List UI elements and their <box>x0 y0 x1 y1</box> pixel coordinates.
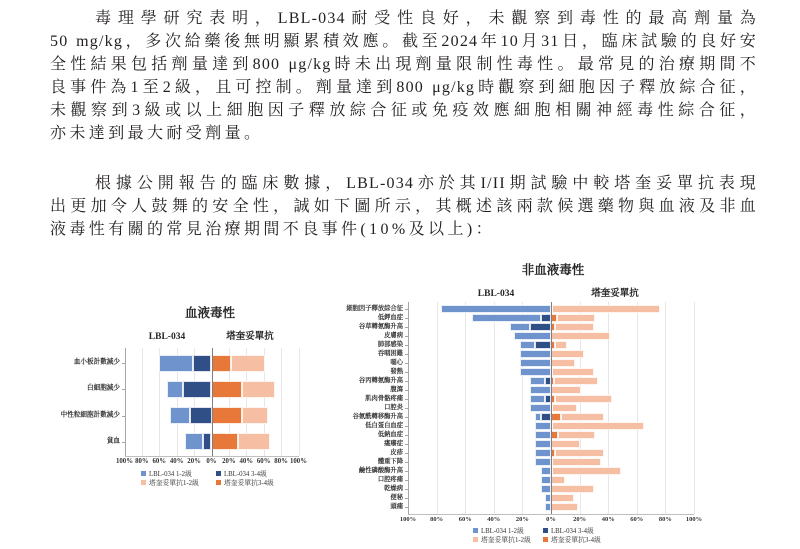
header-lbl-034: LBL-034 <box>148 332 186 342</box>
x-tick-label: 40% <box>487 516 501 523</box>
legend-label: 塔奎妥單抗1-2級 <box>481 537 531 544</box>
zero-line <box>212 348 213 456</box>
bar-talquetamab-grade-1-2 <box>551 485 594 493</box>
x-tick-label: 100% <box>399 516 417 523</box>
text-line: 根據公開報告的臨床數據，LBL-034亦於其I/II期試驗中較塔奎妥單抗表現 <box>95 175 757 192</box>
y-axis-line <box>408 302 409 514</box>
category-label: 便秘 <box>390 493 403 501</box>
bar-lbl-grade-3-4 <box>203 433 212 450</box>
x-tick-label: 100% <box>685 516 703 523</box>
category-label: 低鉀血症 <box>377 313 403 321</box>
y-tick-mark <box>405 507 408 508</box>
legend-swatch <box>141 471 146 476</box>
x-tick-label: 60% <box>256 458 271 465</box>
y-tick-mark <box>405 354 408 355</box>
y-tick-mark <box>405 399 408 400</box>
legend-item-talquetamab-grade-1-2 <box>141 480 199 488</box>
text-line: 50 mg/kg，多次給藥後無明顯累積效應。截至2024年10月31日，臨床試驗的良好安 <box>50 33 757 50</box>
chart-title: 血液毒性 <box>184 305 235 320</box>
legend-swatch <box>543 528 548 533</box>
bar-talquetamab-grade-1-2 <box>552 422 644 430</box>
bar-lbl-grade-1-2 <box>535 449 551 457</box>
bar-talquetamab-grade-1-2 <box>552 467 621 475</box>
x-tick-label: 80% <box>274 458 288 465</box>
text-line: 未觀察到3級或以上細胞因子釋放綜合征或免疫效應細胞相關神經毒性綜合征， <box>50 102 757 119</box>
bar-talquetamab-grade-1-2 <box>551 503 578 511</box>
header-lbl-034: LBL-034 <box>477 289 515 299</box>
legend-label: 塔奎妥單抗3-4級 <box>551 537 601 544</box>
y-tick-mark <box>405 345 408 346</box>
legend-label: 塔奎妥單抗1-2級 <box>149 480 199 487</box>
x-tick-label: 60% <box>458 516 472 523</box>
bar-talquetamab-grade-1-2 <box>555 395 612 403</box>
legend-swatch <box>141 480 146 485</box>
category-label: 低白蛋白血症 <box>365 421 403 429</box>
category-label: 吞咽困難 <box>377 349 403 357</box>
y-tick-mark <box>405 372 408 373</box>
legend-label: LBL-034 1-2級 <box>149 471 192 478</box>
bar-talquetamab-grade-1-2 <box>552 404 576 412</box>
bar-talquetamab-grade-3-4 <box>212 355 231 372</box>
bar-talquetamab-grade-1-2 <box>231 355 266 372</box>
bar-talquetamab-grade-1-2 <box>555 341 566 349</box>
legend-swatch <box>473 528 478 533</box>
x-tick-label: 100% <box>116 458 133 465</box>
y-tick-mark <box>405 336 408 337</box>
y-tick-mark <box>405 453 408 454</box>
category-label: 皮疹 <box>390 448 403 456</box>
category-label: 皮膚病 <box>384 331 403 339</box>
legend-item-lbl-grade-3-4 <box>543 528 594 536</box>
legend-item-lbl-grade-1-2 <box>141 471 192 479</box>
x-tick-label: 80% <box>658 516 672 523</box>
bar-lbl-grade-1-2 <box>185 433 202 450</box>
chart-hematologic-toxicity <box>55 300 305 492</box>
gridline <box>437 302 438 514</box>
y-tick-mark <box>405 489 408 490</box>
category-label: 血小板計數減少 <box>73 358 120 366</box>
y-tick-mark <box>405 435 408 436</box>
bar-lbl-grade-1-2 <box>541 476 551 484</box>
bar-lbl-grade-1-2 <box>520 359 551 367</box>
bar-lbl-grade-1-2 <box>520 341 536 349</box>
category-label: 細胞因子釋放綜合征 <box>346 304 403 312</box>
bar-talquetamab-grade-1-2 <box>551 359 575 367</box>
gridline <box>694 302 695 514</box>
bar-lbl-grade-1-2 <box>535 431 551 439</box>
text-line: 毒理學研究表明，LBL-034耐受性良好，未觀察到毒性的最高劑量為 <box>95 10 757 27</box>
legend-label: LBL-034 1-2級 <box>481 528 524 535</box>
legend-swatch <box>473 537 478 542</box>
bar-lbl-grade-1-2 <box>541 485 551 493</box>
bar-lbl-grade-3-4 <box>541 413 551 421</box>
gridline <box>142 348 143 456</box>
x-tick-label: 40% <box>169 458 184 465</box>
y-tick-mark <box>405 480 408 481</box>
y-tick-mark <box>405 363 408 364</box>
category-label: 體重下降 <box>377 457 403 465</box>
bar-lbl-grade-3-4 <box>541 314 551 322</box>
bar-talquetamab-grade-1-2 <box>552 368 593 376</box>
zero-line <box>551 302 552 514</box>
y-tick-mark <box>122 416 125 417</box>
x-tick-label: 40% <box>601 516 615 523</box>
gridline <box>299 348 300 456</box>
category-label: 谷氨酰轉移酶升高 <box>352 412 403 420</box>
x-tick-label: 20% <box>187 458 201 465</box>
bar-talquetamab-grade-1-2 <box>552 458 601 466</box>
category-label: 口腔疼痛 <box>377 475 403 483</box>
bar-talquetamab-grade-1-2 <box>551 440 580 448</box>
bar-talquetamab-grade-3-4 <box>212 381 242 398</box>
legend-label: LBL-034 3-4級 <box>551 528 594 535</box>
header-talquetamab: 塔奎妥單抗 <box>591 289 639 299</box>
bar-talquetamab-grade-1-2 <box>551 350 584 358</box>
y-tick-mark <box>405 309 408 310</box>
category-label: 頭痛 <box>390 502 403 510</box>
x-tick-label: 40% <box>239 458 254 465</box>
gridline <box>465 302 466 514</box>
gridline <box>494 302 495 514</box>
bar-talquetamab-grade-1-2 <box>551 386 581 394</box>
text-line: 良事件為1至2級，且可控制。劑量達到800 μg/kg時觀察到細胞因子釋放綜合征， <box>50 79 757 96</box>
bar-lbl-grade-3-4 <box>535 341 551 349</box>
bar-lbl-grade-1-2 <box>530 386 551 394</box>
legend-label: LBL-034 3-4級 <box>224 471 267 478</box>
category-label: 中性粒細胞計數減少 <box>60 411 120 419</box>
bar-talquetamab-grade-3-4 <box>212 407 242 424</box>
category-label: 肺部感染 <box>377 340 403 348</box>
gridline <box>637 302 638 514</box>
category-label: 發熱 <box>390 367 403 375</box>
bar-lbl-grade-1-2 <box>520 350 551 358</box>
category-label: 谷草轉氨酶升高 <box>358 322 403 330</box>
bar-talquetamab-grade-3-4 <box>551 413 561 421</box>
category-label: 乾燥病 <box>384 484 403 492</box>
x-tick-label: 60% <box>152 458 167 465</box>
bar-lbl-grade-3-4 <box>530 323 551 331</box>
bar-lbl-grade-1-2 <box>510 323 530 331</box>
legend-item-lbl-grade-3-4 <box>216 471 267 479</box>
header-talquetamab: 塔奎妥單抗 <box>226 332 274 342</box>
bar-lbl-grade-1-2 <box>541 467 551 475</box>
legend-item-talquetamab-grade-1-2 <box>473 537 531 545</box>
text-line: 出更加令人鼓舞的安全性，誠如下圖所示，其概述該兩款候選藥物與血液及非血 <box>50 198 757 215</box>
chart-title: 非血液毒性 <box>521 262 585 277</box>
y-tick-mark <box>405 498 408 499</box>
bar-lbl-grade-1-2 <box>535 422 551 430</box>
x-tick-label: 80% <box>135 458 149 465</box>
bar-talquetamab-grade-1-2 <box>238 433 270 450</box>
bar-lbl-grade-3-4 <box>193 355 211 372</box>
x-tick-label: 0% <box>206 458 217 465</box>
bar-lbl-grade-1-2 <box>530 395 546 403</box>
y-tick-mark <box>405 417 408 418</box>
category-label: 瘙癢症 <box>384 439 403 447</box>
y-tick-mark <box>405 381 408 382</box>
bar-talquetamab-grade-3-4 <box>212 433 238 450</box>
x-tick-label: 100% <box>290 458 307 465</box>
y-tick-mark <box>122 442 125 443</box>
gridline <box>281 348 282 456</box>
category-label: 貧血 <box>106 437 120 445</box>
bar-lbl-grade-1-2 <box>535 440 551 448</box>
category-label: 腹瀉 <box>390 385 403 393</box>
bar-talquetamab-grade-1-2 <box>242 381 275 398</box>
category-label: 谷丙轉氨酶升高 <box>358 376 403 384</box>
x-tick-label: 0% <box>546 516 556 523</box>
text-line: 液毒性有關的常見治療期間不良事件(10%及以上)： <box>50 221 495 238</box>
bar-lbl-grade-1-2 <box>530 404 551 412</box>
bar-talquetamab-grade-1-2 <box>555 449 604 457</box>
y-tick-mark <box>405 462 408 463</box>
y-axis-line <box>125 348 126 456</box>
bar-lbl-grade-1-2 <box>159 355 193 372</box>
category-label: 白細胞減少 <box>87 385 120 392</box>
bar-lbl-grade-3-4 <box>183 381 212 398</box>
bar-talquetamab-grade-1-2 <box>561 413 604 421</box>
chart-non-hematologic-toxicity <box>330 258 710 549</box>
bar-lbl-grade-1-2 <box>170 407 190 424</box>
bar-lbl-grade-1-2 <box>167 381 183 398</box>
x-tick-label: 20% <box>573 516 587 523</box>
y-tick-mark <box>405 327 408 328</box>
x-tick-label: 80% <box>430 516 444 523</box>
legend-swatch <box>543 537 548 542</box>
category-label: 噁心 <box>390 358 403 366</box>
legend-item-lbl-grade-1-2 <box>473 528 524 536</box>
bar-lbl-grade-1-2 <box>441 305 551 313</box>
x-tick-label: 20% <box>222 458 236 465</box>
category-label: 肌肉骨骼疼痛 <box>365 394 403 402</box>
bar-talquetamab-grade-1-2 <box>558 431 595 439</box>
bar-talquetamab-grade-1-2 <box>551 476 565 484</box>
y-tick-mark <box>122 389 125 390</box>
bar-lbl-grade-1-2 <box>535 458 551 466</box>
x-axis-line <box>408 514 694 515</box>
bar-talquetamab-grade-1-2 <box>242 407 268 424</box>
y-tick-mark <box>122 363 125 364</box>
bar-talquetamab-grade-1-2 <box>554 377 598 385</box>
category-label: 低鈉血症 <box>377 430 403 438</box>
bar-talquetamab-grade-1-2 <box>551 494 574 502</box>
bar-talquetamab-grade-1-2 <box>555 323 594 331</box>
y-tick-mark <box>405 444 408 445</box>
bar-lbl-grade-1-2 <box>514 332 551 340</box>
y-tick-mark <box>405 426 408 427</box>
x-tick-label: 20% <box>515 516 529 523</box>
legend-label: 塔奎妥單抗3-4級 <box>224 480 274 487</box>
bar-talquetamab-grade-1-2 <box>557 314 596 322</box>
bar-talquetamab-grade-3-4 <box>551 431 558 439</box>
text-line: 全性結果包括劑量達到800 μg/kg時未出現劑量限制性毒性。最常見的治療期間不 <box>50 56 757 73</box>
text-line: 亦未達到最大耐受劑量。 <box>50 125 264 142</box>
bar-talquetamab-grade-1-2 <box>551 332 610 340</box>
legend-item-talquetamab-grade-3-4 <box>543 537 601 545</box>
y-tick-mark <box>405 318 408 319</box>
category-label: 口腔炎 <box>384 403 403 411</box>
legend-swatch <box>216 480 221 485</box>
bar-lbl-grade-1-2 <box>530 377 546 385</box>
bar-talquetamab-grade-1-2 <box>552 305 659 313</box>
legend-swatch <box>216 471 221 476</box>
legend-item-talquetamab-grade-3-4 <box>216 480 274 488</box>
x-axis-line <box>125 456 299 457</box>
bar-lbl-grade-1-2 <box>520 368 551 376</box>
x-tick-label: 60% <box>630 516 644 523</box>
category-label: 鹼性磷酸酶升高 <box>358 466 403 474</box>
y-tick-mark <box>405 390 408 391</box>
y-tick-mark <box>405 471 408 472</box>
gridline <box>665 302 666 514</box>
y-tick-mark <box>405 408 408 409</box>
bar-lbl-grade-3-4 <box>190 407 212 424</box>
bar-lbl-grade-1-2 <box>472 314 541 322</box>
